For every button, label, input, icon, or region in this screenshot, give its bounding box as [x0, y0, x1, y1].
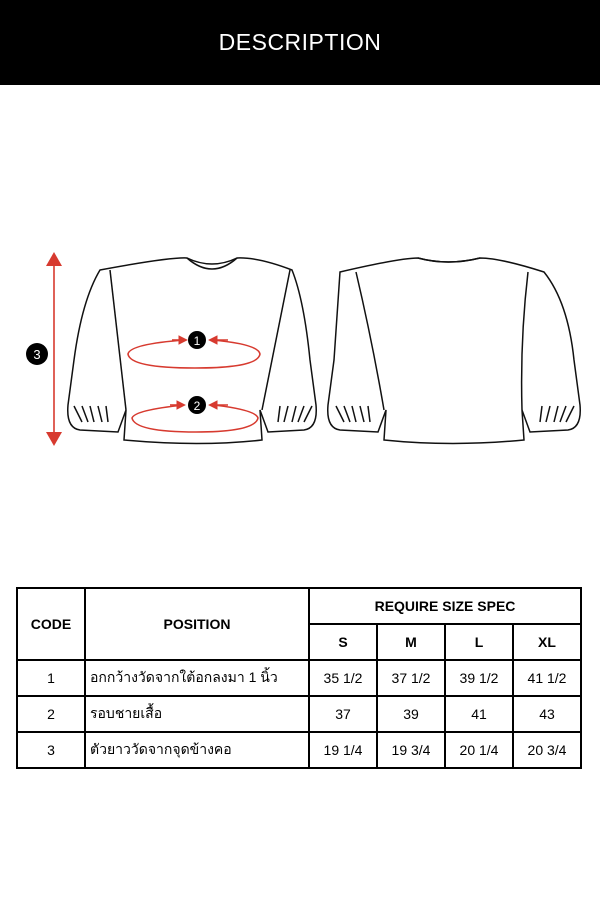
- row-position: อกกว้างวัดจากใต้อกลงมา 1 นิ้ว: [85, 660, 309, 696]
- header-size-s: S: [309, 624, 377, 660]
- row-value-xl: 41 1/2: [513, 660, 581, 696]
- row-value-xl: 43: [513, 696, 581, 732]
- row-value-l: 39 1/2: [445, 660, 513, 696]
- table-row: [17, 660, 581, 696]
- marker-1: [188, 331, 206, 349]
- page-title: DESCRIPTION: [218, 29, 382, 55]
- header-size-m: M: [377, 624, 445, 660]
- row-value-m: 39: [377, 696, 445, 732]
- row-value-l: 41: [445, 696, 513, 732]
- garment-diagram: [0, 230, 600, 460]
- marker-3: [26, 343, 48, 365]
- row-value-s: 19 1/4: [309, 732, 377, 768]
- row-code: 2: [17, 696, 85, 732]
- table-row: [17, 696, 581, 732]
- svg-text:1: 1: [193, 334, 201, 348]
- length-measure-line: [46, 252, 62, 446]
- row-value-s: 37: [309, 696, 377, 732]
- back-view-shirt: [328, 258, 581, 444]
- size-spec-table: [16, 587, 582, 769]
- header-size-xl: XL: [513, 624, 581, 660]
- header-size-l: L: [445, 624, 513, 660]
- row-value-m: 37 1/2: [377, 660, 445, 696]
- row-value-l: 20 1/4: [445, 732, 513, 768]
- row-code: 3: [17, 732, 85, 768]
- row-value-s: 35 1/2: [309, 660, 377, 696]
- svg-text:3: 3: [33, 347, 41, 362]
- row-position: ตัวยาววัดจากจุดข้างคอ: [85, 732, 309, 768]
- svg-text:2: 2: [193, 399, 201, 413]
- header-code: CODE: [17, 588, 85, 660]
- page-header: [0, 0, 600, 85]
- row-position: รอบชายเสื้อ: [85, 696, 309, 732]
- row-value-m: 19 3/4: [377, 732, 445, 768]
- marker-2: [188, 396, 206, 414]
- header-require-size-spec: REQUIRE SIZE SPEC: [309, 588, 581, 624]
- row-code: 1: [17, 660, 85, 696]
- table-row: [17, 732, 581, 768]
- row-value-xl: 20 3/4: [513, 732, 581, 768]
- front-view-shirt: [68, 258, 317, 444]
- header-position: POSITION: [85, 588, 309, 660]
